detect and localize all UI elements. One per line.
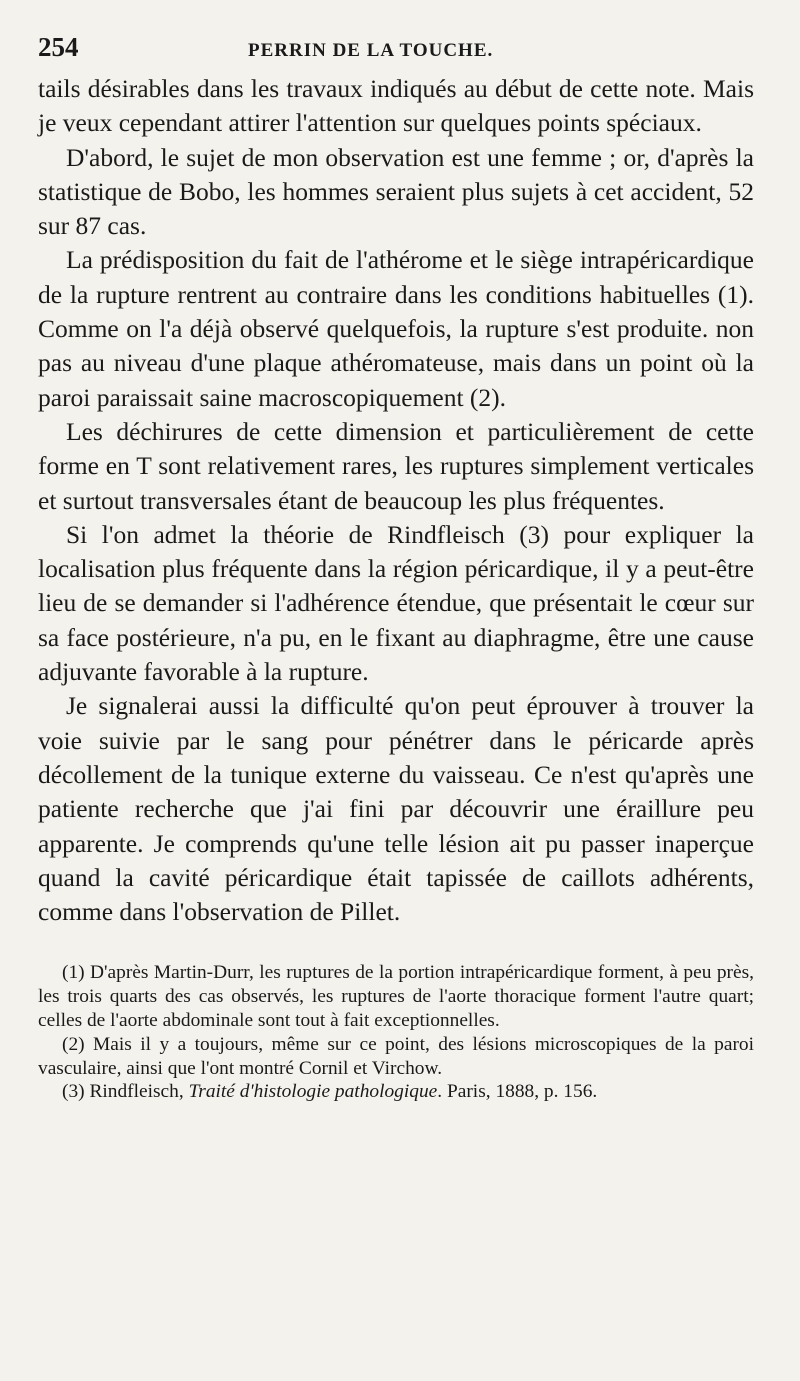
page-header <box>38 32 754 72</box>
paragraph: La prédisposition du fait de l'athérome et le siège intrapéricardique de la rupture rentrent au contraire dans les conditions habituelles (1). Comme on l'a déjà observé quelquefois, la rupture s'est produite. non pas au niveau d'une plaque athéromateuse, mais dans un point où la paroi paraissait saine macroscopiquement (2). <box>38 245 754 412</box>
footnote-3-suffix: . Paris, 1888, p. 156. <box>437 1081 598 1103</box>
paragraph: Les déchirures de cette dimension et particulièrement de cette forme en T sont relativement rares, les ruptures simplement verticales et surtout transversales étant de beaucoup les plus fréquentes. <box>38 416 754 515</box>
running-head: PERRIN DE LA TOUCHE. <box>248 40 494 61</box>
footnote-3 <box>38 1080 754 1104</box>
page-number: 254 <box>38 32 79 62</box>
footnote-3-prefix: (3) Rindfleisch, <box>62 1081 189 1103</box>
paragraph: Je signalerai aussi la difficulté qu'on peut éprouver à trouver la voie suivie par le sang pour pénétrer dans le péricarde après décollement de la tunique externe du vaisseau. Ce n'est qu'après une patiente recherche que j'ai fini par découvrir une éraillure peu apparente. Je comprends qu'une telle lésion ait pu passer inaperçue quand la cavité péricardique était tapissée de caillots adhérents, comme dans l'observation de Pillet. <box>38 691 754 927</box>
footnote-3-title: Traité d'histologie pathologique <box>188 1081 438 1103</box>
paragraph: tails désirables dans les travaux indiqués au début de cette note. Mais je veux cependant attirer l'attention sur quelques points spéciaux. <box>38 74 754 138</box>
body-text <box>38 72 754 929</box>
footnote-2: (2) Mais il y a toujours, même sur ce point, des lésions microscopiques de la paroi vasculaire, ainsi que l'ont montré Cornil et Virchow. <box>38 1033 754 1079</box>
paragraph: D'abord, le sujet de mon observation est une femme ; or, d'après la statistique de Bobo, les hommes seraient plus sujets à cet accident, 52 sur 87 cas. <box>38 142 754 241</box>
footnotes <box>38 961 754 1104</box>
footnote-1: (1) D'après Martin-Durr, les ruptures de la portion intrapéricardique forment, à peu près, les trois quarts des cas observés, les ruptures de l'aorte thoracique forment l'autre quart; celles de l'aorte abdominale sont tout à fait exceptionnelles. <box>38 962 754 1032</box>
paragraph: Si l'on admet la théorie de Rindfleisch (3) pour expliquer la localisation plus fréquente dans la région péricardique, il y a peut-être lieu de se demander si l'adhérence étendue, que présentait le cœur sur sa face postérieure, n'a pu, en le fixant au diaphragme, être une cause adjuvante favorable à la rupture. <box>38 519 754 687</box>
